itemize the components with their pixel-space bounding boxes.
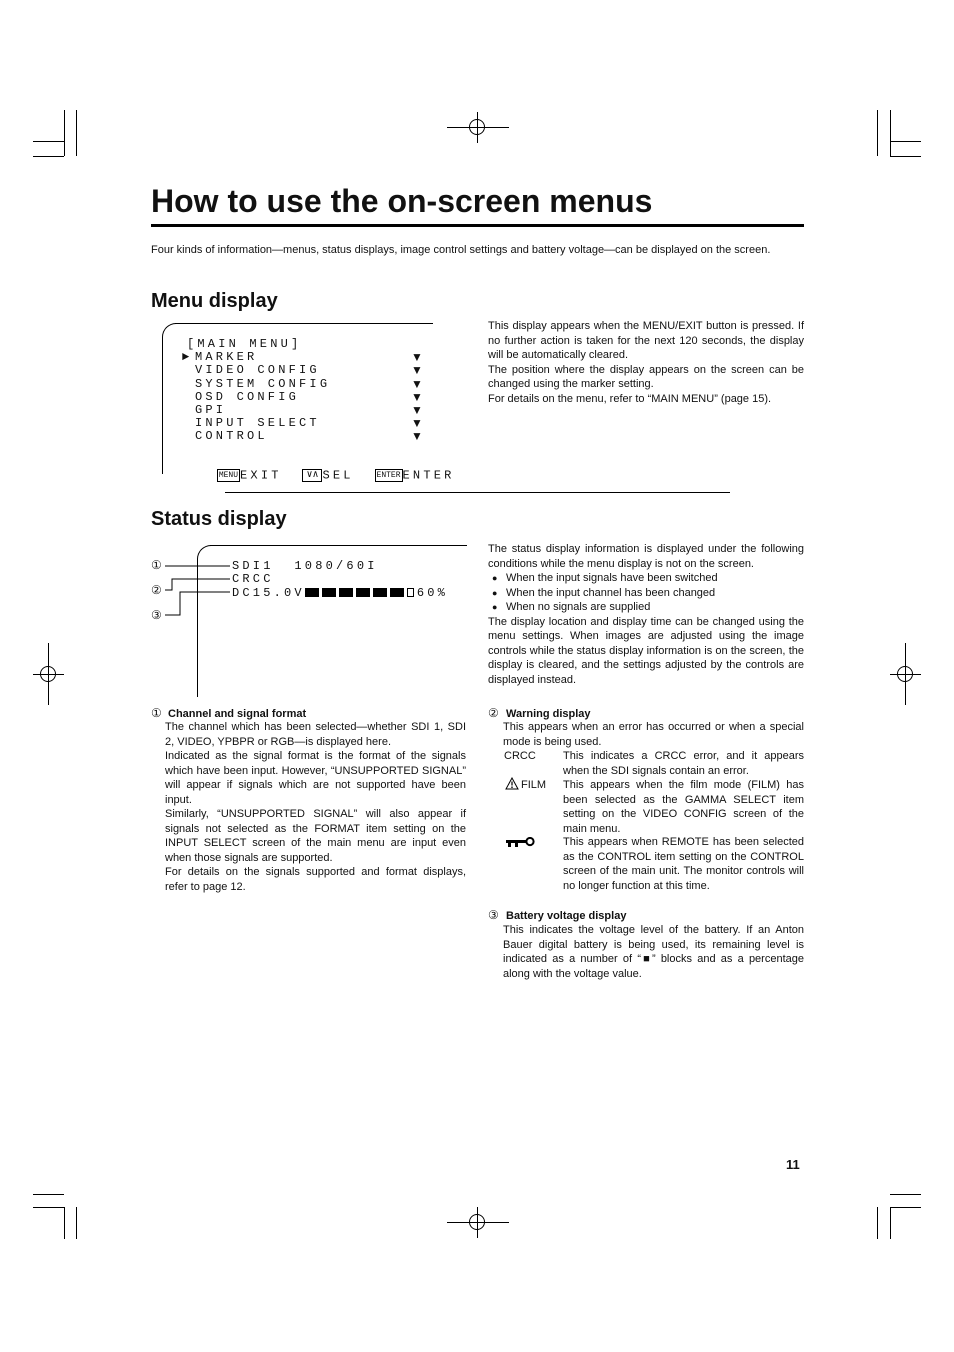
battery-block xyxy=(373,588,387,597)
page-number: 11 xyxy=(786,1157,800,1172)
film-text: This appears when the film mode (FILM) has been selected as the GAMMA SELECT item setting on the VIDEO CONFIG screen of the main menu. xyxy=(563,779,804,835)
menu-item-video-config: VIDEO CONFIG xyxy=(195,363,320,377)
film-label: FILM xyxy=(521,779,547,791)
intro-text: Four kinds of information—menus, status displays, image control settings and battery voltage—can be displayed on the screen. xyxy=(151,244,771,256)
item1-para: The channel which has been selected—whether SDI 1, SDI 2, VIDEO, YPBPR or RGB—is displayed here. xyxy=(165,721,466,748)
submenu-arrow-icon: ▼ xyxy=(411,403,423,417)
callout-3: ③ xyxy=(151,608,162,622)
menu-item-system-config: SYSTEM CONFIG xyxy=(195,377,331,391)
menu-desc-para: The position where the display appears on the screen can be changed using the marker setting. xyxy=(488,363,804,390)
menu-display-heading: Menu display xyxy=(151,290,278,312)
key-icon xyxy=(505,835,537,853)
bullet-item: ● When the input channel has been changed xyxy=(488,586,804,601)
menu-item-control: CONTROL xyxy=(195,429,268,443)
remote-text: This appears when REMOTE has been selected as the CONTROL item setting on the CONTROL screen of the main unit. The monitor controls will no longer function at this time. xyxy=(563,836,804,892)
bullet-item: ● When the input signals have been switched xyxy=(488,571,804,586)
item1-number: ① xyxy=(151,706,162,720)
menu-item-input-select: INPUT SELECT xyxy=(195,416,320,430)
submenu-arrow-icon: ▼ xyxy=(411,363,423,377)
sel-key-icon: ∨∧ xyxy=(302,469,322,482)
battery-block-empty xyxy=(407,588,414,597)
status-line-battery xyxy=(232,587,448,600)
battery-block xyxy=(305,588,319,597)
enter-label: ENTER xyxy=(402,468,455,483)
menu-footer xyxy=(196,456,455,483)
battery-block xyxy=(322,588,336,597)
exit-label: EXIT xyxy=(240,468,282,483)
status-description xyxy=(488,542,804,687)
sel-label: SEL xyxy=(322,468,354,483)
item1-title: Channel and signal format xyxy=(168,708,307,720)
submenu-arrow-icon: ▼ xyxy=(411,377,423,391)
menu-item-osd-config: OSD CONFIG xyxy=(195,390,300,404)
item3-text: This indicates the voltage level of the battery. If an Anton Bauer digital battery is being used, its remaining level is indicated as a number of “■” blocks and as a percentage along with the voltage value. xyxy=(503,924,804,980)
item2-intro: This appears when an error has occurred or when a special mode is being used. xyxy=(503,721,804,748)
menu-item-marker: MARKER xyxy=(195,350,258,364)
status-desc-intro: The status display information is displayed under the following conditions while the menu display is not on the screen. xyxy=(488,543,804,570)
status-line-channel: SDI1 1080/60I xyxy=(232,559,378,573)
battery-percent: 60% xyxy=(416,586,449,600)
menu-item-gpi: GPI xyxy=(195,403,227,417)
status-line-warning: CRCC xyxy=(232,572,274,586)
battery-block xyxy=(356,588,370,597)
crcc-label: CRCC xyxy=(504,750,536,762)
submenu-arrow-icon: ▼ xyxy=(411,429,423,443)
enter-key-icon: ENTER xyxy=(376,471,401,480)
battery-voltage: DC15.0V xyxy=(232,586,305,600)
item1-para: Indicated as the signal format is the format of the signals which have been input. However, “UNSUPPORTED SIGNAL” will appear if signals which are not supported have been input. xyxy=(165,750,466,806)
bullet-item: ● When no signals are supplied xyxy=(488,600,804,615)
title-rule xyxy=(151,224,804,227)
section-divider xyxy=(225,492,730,493)
item3-number: ③ xyxy=(488,908,499,922)
item1-para: Similarly, “UNSUPPORTED SIGNAL” will also appear if signals not selected as the FORMAT item setting on the INPUT SELECT screen of the main menu are input even when those signals are supported. xyxy=(165,808,466,864)
menu-key-icon: MENU xyxy=(218,471,239,480)
submenu-arrow-icon: ▼ xyxy=(411,416,423,430)
submenu-arrow-icon: ▼ xyxy=(411,350,423,364)
callout-1: ① xyxy=(151,558,162,572)
page-title: How to use the on-screen menus xyxy=(151,183,653,219)
item3-title: Battery voltage display xyxy=(506,910,627,922)
status-display-heading: Status display xyxy=(151,508,287,530)
menu-desc-para: For details on the menu, refer to “MAIN MENU” (page 15). xyxy=(488,392,772,405)
item1-para: For details on the signals supported and format displays, refer to page 12. xyxy=(165,866,466,893)
callout-leader-lines xyxy=(160,560,240,620)
battery-block xyxy=(339,588,353,597)
menu-cursor: ► xyxy=(182,350,193,364)
battery-block xyxy=(390,588,404,597)
warning-triangle-icon xyxy=(505,777,519,795)
menu-header: [MAIN MENU] xyxy=(187,337,302,351)
item2-title: Warning display xyxy=(506,708,591,720)
menu-description xyxy=(488,319,804,406)
menu-desc-para: This display appears when the MENU/EXIT button is pressed. If no further action is taken for the next 120 seconds, the display will be automatically cleared. xyxy=(488,320,804,361)
battery-level-bar xyxy=(305,586,417,600)
submenu-arrow-icon: ▼ xyxy=(411,390,423,404)
status-desc-after: The display location and display time can be changed using the menu settings. When images are adjusted using the image controls while the status display information is on the screen, the display is cleared, and the settings adjusted by the controls are displayed instead. xyxy=(488,615,804,686)
item1-body xyxy=(165,720,466,894)
crcc-text: This indicates a CRCC error, and it appears when the SDI signals contain an error. xyxy=(563,750,804,777)
callout-2: ② xyxy=(151,583,162,597)
item2-number: ② xyxy=(488,706,499,720)
